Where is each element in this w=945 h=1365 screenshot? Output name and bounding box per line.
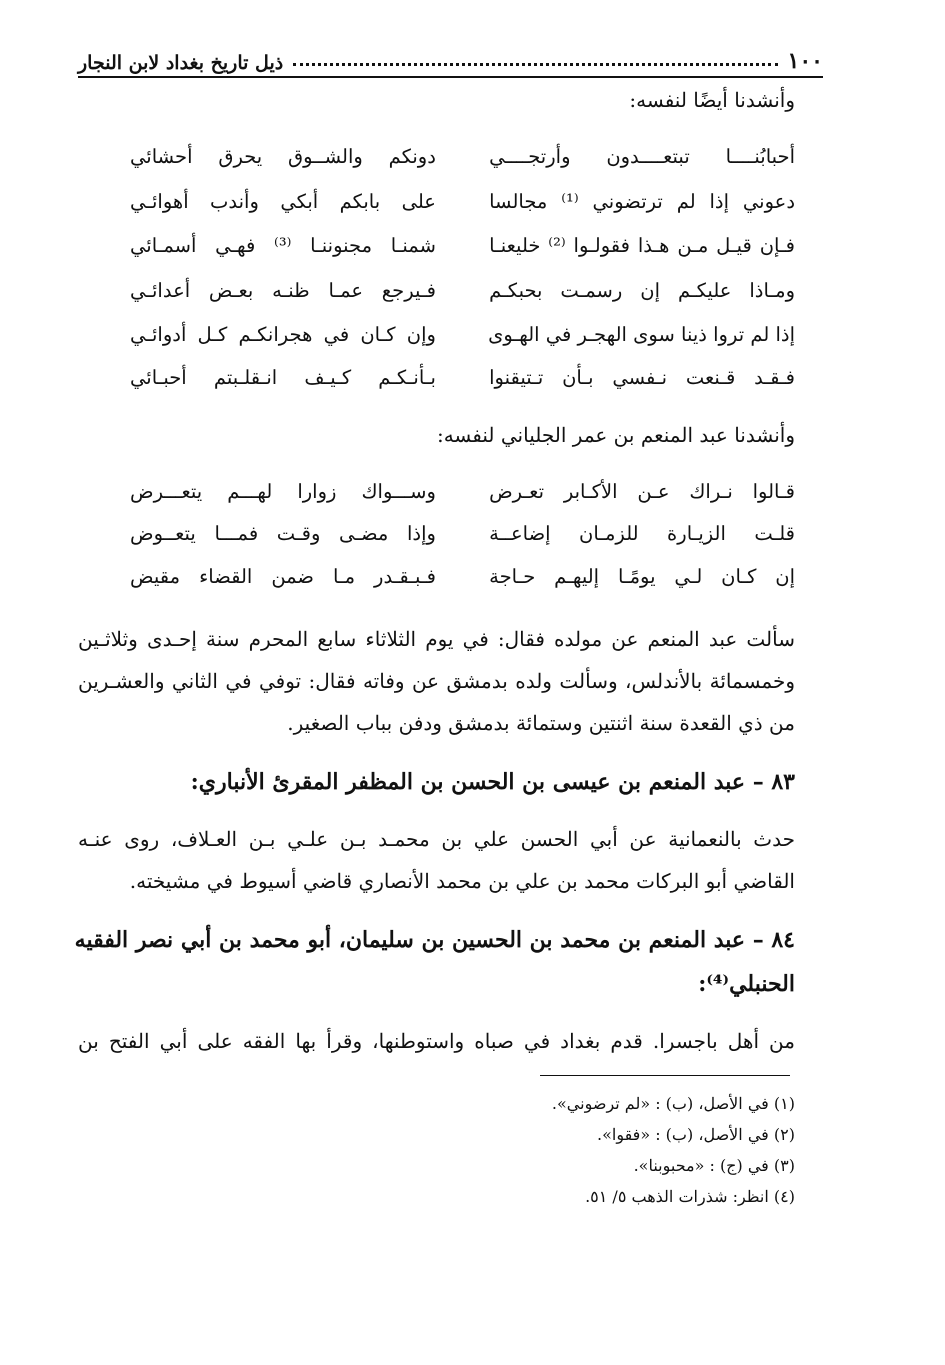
entry-83-body — [78, 818, 795, 902]
verse-row — [130, 366, 795, 406]
entry-heading-line: ٨٣ – عبد المنعم بن عيسى بن الحسن بن المظفر المقرئ الأنباري: — [190, 769, 795, 795]
footnote: (٤) انظر: شذرات الذهب ٥/ ٥١. — [585, 1187, 795, 1206]
footnote: (٢) في الأصل، (ب) : «فقوا». — [597, 1125, 795, 1144]
verse-second-hemistich: وســـواك زوارا لهـــم يتعـــرض — [130, 480, 436, 503]
verse-first-hemistich: إن كـان لـي يومًـا إليهـم حـاجة — [489, 565, 795, 588]
verse-first-hemistich: قـالوا نـراك عـن الأكـابر تعـرض — [489, 480, 795, 503]
paragraph-line: من أهل باجسرا. قدم بغداد في صباه واستوطنها، وقرأ بها الفقه على أبي الفتح بن — [78, 1029, 795, 1053]
verse-first-hemistich: ومـاذا عليكـم إن رسمـت بحبكـم — [489, 279, 795, 302]
verse-second-hemistich: على بابكم أبكي وأندب أهوائـي — [130, 190, 436, 213]
verse-row — [130, 565, 795, 605]
entry-83-heading — [78, 760, 795, 804]
entry-84-body — [78, 1020, 795, 1062]
verse-first-hemistich: قلـت الزيـارة للزمـان إضاعــة — [489, 522, 795, 545]
verse-second-hemistich: فـبـقـدر مـا ضمن القضاء مقيض — [130, 565, 436, 588]
paragraph-line: سألت عبد المنعم عن مولده فقال: في يوم الثلاثاء سابع المحرم سنة إحـدى وثلاثـين — [78, 627, 795, 651]
verse-second-hemistich: دونكم والشــوق يحرق أحشائي — [130, 145, 436, 168]
footnote-separator — [540, 1075, 790, 1076]
birth-death-paragraph — [78, 618, 795, 744]
verse-first-hemistich: دعوني إذا لم ترتضوني ⁽¹⁾ مجالسا — [489, 190, 795, 213]
paragraph-line: من ذي القعدة سنة اثنتين وستمائة بدمشق ودفن بباب الصغير. — [287, 711, 795, 735]
header-leader-dots — [293, 63, 777, 66]
paragraph-line: حدث بالنعمانية عن أبي الحسن علي بن محمـد بـن علـي بـن العـلاف، روى عنـه — [78, 827, 795, 851]
verse-first-hemistich: أحبابُنــــا تبتعــــدون وأرتجــــي — [489, 145, 795, 168]
verse-row — [130, 145, 795, 185]
verse-second-hemistich: وإذا مضـى وقـت فمـــا يتعــوض — [130, 522, 436, 545]
verse-first-hemistich: فـقـد قـنعت نـفسي بـأن تـتيقنوا — [489, 366, 795, 389]
verse-row — [130, 234, 795, 274]
footnote: (١) في الأصل، (ب) : «لم ترضوني». — [551, 1094, 795, 1113]
footnote: (٣) في (ج) : «محبوبنا». — [633, 1156, 795, 1175]
verse-row — [130, 480, 795, 520]
footnotes — [552, 1088, 795, 1212]
poem2-intro: وأنشدنا عبد المنعم بن عمر الجلياني لنفسه: — [436, 423, 795, 447]
paragraph-line: القاضي أبو البركات محمد بن علي بن محمد الأنصاري قاضي أسيوط في مشيخته. — [129, 869, 795, 893]
verse-first-hemistich: إذا لم تروا ذينا سوى الهجـر في الهـوى — [488, 323, 795, 346]
running-title: ذيل تاريخ بغداد لابن النجار — [78, 52, 284, 74]
verse-second-hemistich: وإن كـان في هجرانكـم كـل أدوائـي — [130, 323, 436, 346]
verse-second-hemistich: بـأنـكـم كـيـف انـقلـبتم أحبـائي — [130, 366, 436, 389]
verse-second-hemistich: فـيرجع عمـا ظنـه بعـض أعدائـي — [130, 279, 436, 302]
entry-84-heading — [74, 918, 795, 1006]
verse-row — [130, 522, 795, 562]
poem1-intro: وأنشدنا أيضًا لنفسه: — [629, 88, 795, 112]
verse-row — [130, 323, 795, 363]
entry-heading-line: الحنبلي⁽⁴⁾: — [698, 971, 795, 997]
verse-first-hemistich: فـإن قيـل مـن هـذا فقولـوا ⁽²⁾ خليعنـا — [489, 234, 795, 257]
page-header — [78, 40, 823, 78]
entry-heading-line: ٨٤ – عبد المنعم بن محمد بن الحسين بن سليمان، أبو محمد بن أبي نصر الفقيه — [74, 927, 795, 953]
paragraph-line: وخمسمائة بالأندلس، وسألت ولده بدمشق عن وفاته فقال: توفي في الثاني والعشـرين — [78, 669, 795, 693]
verse-second-hemistich: شمنـا مجنوننـا ⁽³⁾ فهـي أسمـائي — [130, 234, 436, 257]
verse-row — [130, 279, 795, 319]
page-number: ١٠٠ — [787, 48, 823, 74]
verse-row — [130, 190, 795, 230]
